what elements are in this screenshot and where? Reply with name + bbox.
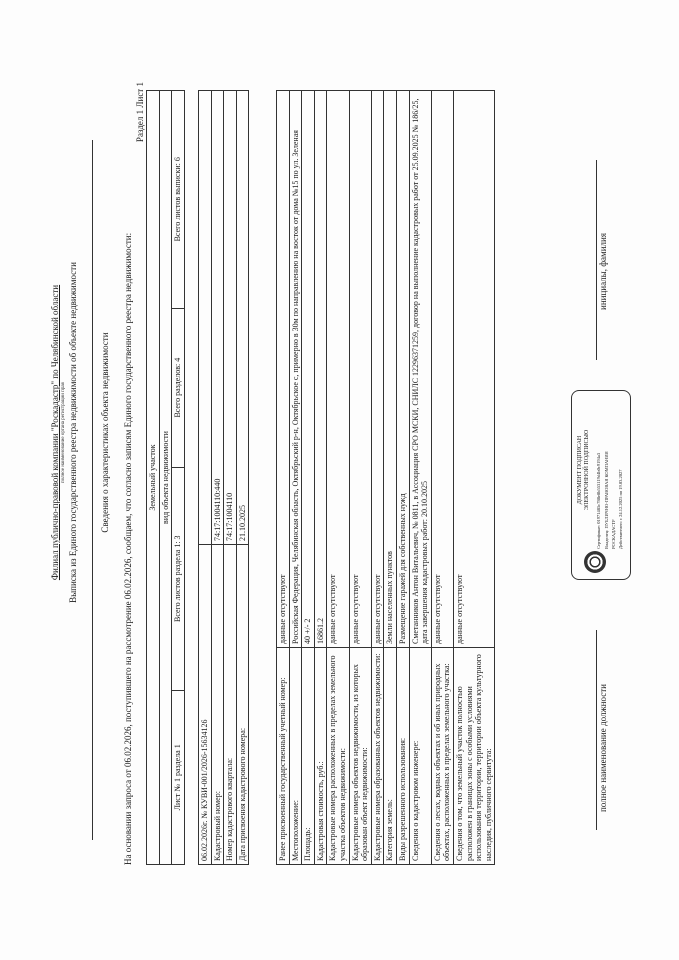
table-row — [327, 91, 349, 865]
table-row — [302, 91, 315, 865]
object-type-hint: вид объекта недвижимости — [159, 91, 172, 865]
table-row — [431, 91, 453, 865]
sheets-in-section: Всего листов раздела 1: 3 — [172, 467, 185, 690]
table-row — [396, 91, 409, 865]
table-row — [211, 91, 224, 865]
row-key: Сведения о лесах, водных объектах и об иных природных объектах, расположенных в пределах земельного участка: — [431, 648, 453, 865]
row-value: данные отсутствуют — [277, 91, 290, 648]
row-value: Земли населенных пунктов — [384, 91, 397, 648]
table-row — [349, 91, 371, 865]
row-key: Номер кадастрового квартала: — [224, 545, 237, 865]
row-key: Виды разрешенного использования: — [396, 648, 409, 865]
registry-org: Филиал публично-правовой компании "Роскадастр" по Челябинской области — [50, 284, 60, 581]
row-value: данные отсутствуют — [349, 91, 371, 648]
row-key: Кадастровые номера объектов недвижимости, из которых образован объект недвижимости: — [349, 648, 371, 865]
stamp-owner2: РОСКАДАСТР — [611, 519, 616, 549]
row-value: Размещение гаражей для собственных нужд — [396, 91, 409, 648]
row-key: 06.02.2026г. № КУВИ-001/2026-15634126 — [199, 545, 212, 865]
row-key: Сведения о том, что земельный участок полностью расположен в границах зоны с особыми условиями использования территории, территории объекта культурного наследия, публичного сервитута: — [453, 648, 494, 865]
row-value: 74:17:1004110:440 — [211, 91, 224, 545]
row-value: Российская Федерация, Челябинская область, Октябрьский р-н, Октябрьское с, примерно в 30м по направлению на восток от дома №15 по ул. Зеленая — [289, 91, 302, 648]
table-row — [224, 91, 237, 865]
divider — [92, 140, 93, 840]
row-key: Кадастровый номер: — [211, 545, 224, 865]
position-caption: полное наименование должности — [598, 684, 608, 812]
stamp-line1: ДОКУМЕНТ ПОДПИСАН — [577, 435, 583, 505]
row-key: Кадастровые номера расположенных в пределах земельного участка объектов недвижимости: — [327, 648, 349, 865]
document-subtitle: Сведения о характеристиках объекта недвижимости — [100, 332, 110, 533]
row-key: Ранее присвоенный государственный учетный номер: — [277, 648, 290, 865]
table-row — [314, 91, 327, 865]
document-title: Выписка из Единого государственного реестра недвижимости об объекте недвижимости — [68, 262, 78, 603]
summary-table — [146, 90, 185, 865]
table-row — [371, 91, 384, 865]
row-key: Кадастровые номера образованных объектов недвижимости: — [371, 648, 384, 865]
sheet-number: Лист № 1 раздела 1 — [172, 690, 185, 864]
row-value: данные отсутствуют — [431, 91, 453, 648]
table-row — [199, 91, 212, 865]
row-key: Сведения о кадастровом инженере: — [409, 648, 431, 865]
row-value: данные отсутствуют — [327, 91, 349, 648]
registry-org-hint: полное наименование органа регистрации прав — [61, 382, 66, 483]
section-label: Раздел 1 Лист 1 — [135, 82, 145, 143]
stamp-line2: ЭЛЕКТРОННОЙ ПОДПИСЬЮ — [584, 429, 590, 511]
table-row — [384, 91, 397, 865]
signature-line-position — [596, 630, 597, 830]
row-key: Категория земель: — [384, 648, 397, 865]
row-key: Кадастровая стоимость, руб.: — [314, 648, 327, 865]
table-row — [236, 91, 249, 865]
sections-total: Всего разделов: 4 — [172, 308, 185, 467]
row-value: 21.10.2025 — [236, 91, 249, 545]
row-key: Местоположение: — [289, 648, 302, 865]
name-caption: инициалы, фамилия — [598, 233, 608, 310]
row-value: 40 +/- 2 — [302, 91, 315, 648]
row-value — [199, 91, 212, 545]
sheets-total: Всего листов выписки: 6 — [172, 91, 185, 309]
e-signature-stamp — [571, 390, 631, 580]
row-key: Площадь: — [302, 648, 315, 865]
request-basis: На основании запроса от 06.02.2026, поступившего на рассмотрение 06.02.2026, сообщаем, что согласно записям Единого государственного реестра недвижимости: — [123, 232, 133, 865]
ident-table — [198, 90, 249, 865]
row-key: Дата присвоения кадастрового номера: — [236, 545, 249, 865]
row-value: Сметанников Антон Витальевич, № 0811, в Ассоциация СРО МСКИ, СНИЛС 12296371259, договор на выполнение кадастровых работ от 25.09.2025 № 186/25, дата завершения кадастровых работ: 20.10.2025 — [409, 91, 431, 648]
signature-line-name — [596, 160, 597, 360]
table-row — [453, 91, 494, 865]
stamp-owner: Владелец: ПУБЛИЧНО-ПРАВОВАЯ КОМПАНИЯ — [604, 451, 609, 549]
object-type: Земельный участок — [147, 91, 160, 865]
row-value: 16861.2 — [314, 91, 327, 648]
emblem-icon — [584, 551, 606, 573]
table-row — [409, 91, 431, 865]
row-value: данные отсутствуют — [371, 91, 384, 648]
table-row — [289, 91, 302, 865]
details-table — [276, 90, 495, 865]
table-row — [277, 91, 290, 865]
row-value: данные отсутствуют — [453, 91, 494, 648]
stamp-cert: Сертификат: 01971485c788e8b553119d4b0c9194a3 — [596, 452, 601, 549]
row-value: 74:17:1004110 — [224, 91, 237, 545]
stamp-valid: Действителен: с 24.12.2025 по 19.03.2027 — [618, 469, 623, 549]
